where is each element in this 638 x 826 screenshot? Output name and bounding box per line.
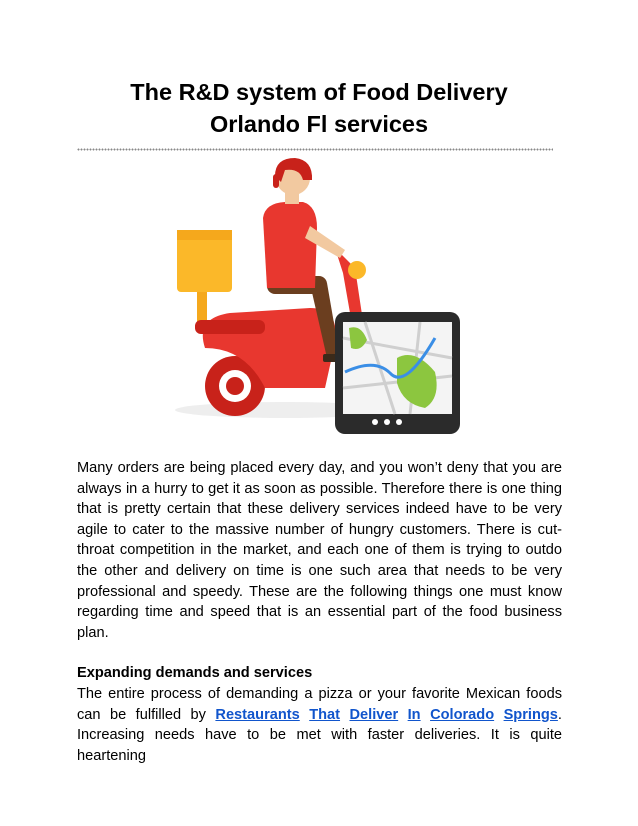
dotted-divider [77, 148, 553, 151]
demands-paragraph [77, 684, 562, 766]
title-line-1: The R&D system of Food Delivery [130, 79, 508, 105]
paragraph-text-start: The entire process of demanding a pizza or your favorite Mexican foods can be fulfilled by [77, 686, 562, 723]
link-springs[interactable]: Springs [503, 706, 558, 723]
delivery-box-icon [177, 230, 232, 322]
title-line-2: Orlando Fl services [209, 111, 429, 137]
delivery-scooter-illustration [135, 158, 495, 443]
link-restaurants[interactable]: Restaurants [215, 706, 300, 723]
link-colorado[interactable]: Colorado [430, 706, 495, 723]
link-that[interactable]: That [309, 706, 341, 723]
intro-paragraph: Many orders are being placed every day, and you won’t deny that you are always in a hurry to get it as soon as possible. Therefore there is one thing that is pretty certain that these delivery services indeed have to be very agile to cater to the massive number of hungry customers. There is cut-throat competition in the market, and each one of them is trying to outdo the other and delivery on time is one such area that needs to be very professional and speedy. These are the following things one must know regarding time and speed that is an essential part of the food business plan. [77, 460, 562, 641]
page-title [0, 76, 638, 140]
map-tablet-icon [335, 312, 460, 434]
link-deliver[interactable]: Deliver [349, 706, 399, 723]
paragraph-text-end: . Increasing needs have to be met with faster deliveries. It is quite heartening [77, 706, 562, 764]
link-in[interactable]: In [407, 706, 421, 723]
section-heading: Expanding demands and services [77, 665, 313, 681]
